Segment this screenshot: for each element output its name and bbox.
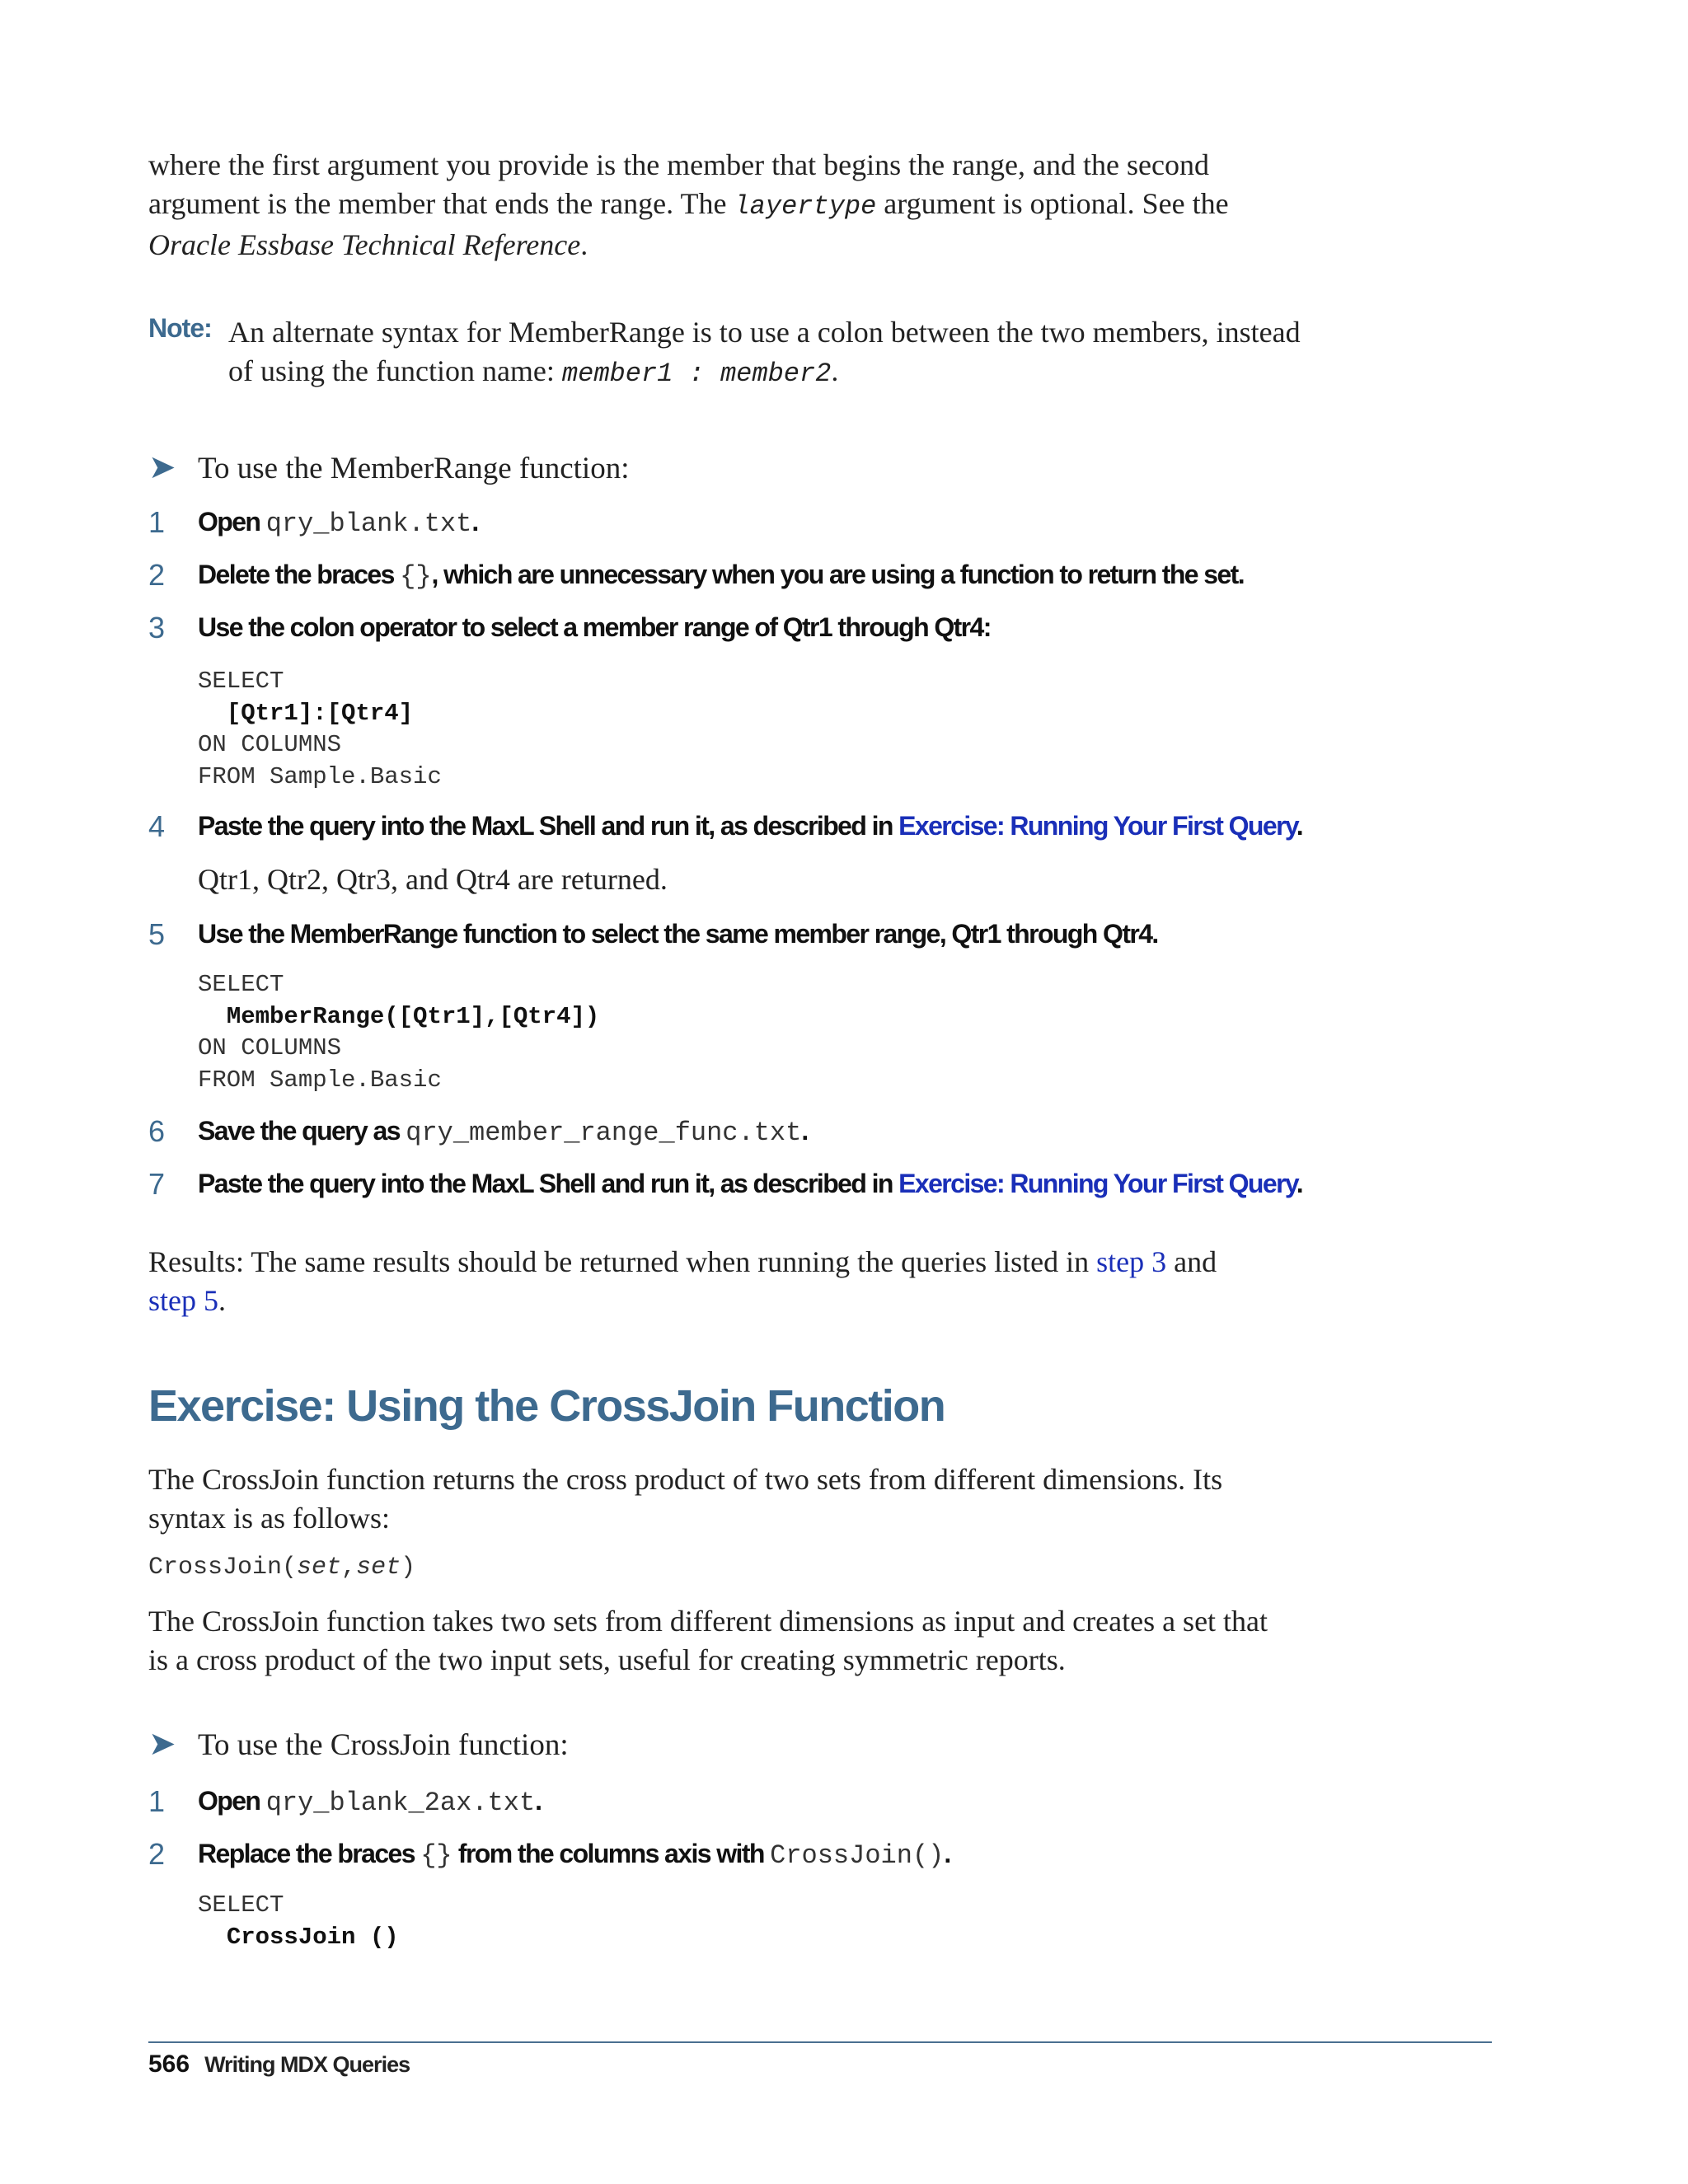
step-4: 4 Paste the query into the MaxL Shell and run it, as described in Exercise: Running Your First Query. <box>148 809 1303 843</box>
step-4-result: Qtr1, Qtr2, Qtr3, and Qtr4 are returned. <box>198 863 668 896</box>
running-first-query-link-2[interactable]: Exercise: Running Your First Query <box>898 1169 1296 1198</box>
footer-title: Writing MDX Queries <box>204 2052 410 2077</box>
page-number: 566 <box>148 2050 190 2078</box>
code-block-memberrange: SELECT MemberRange([Qtr1],[Qtr4]) ON COLUMNS FROM Sample.Basic <box>198 971 600 1094</box>
step-6: 6 Save the query as qry_member_range_func.txt. <box>148 1114 808 1148</box>
step-3-link[interactable]: step 3 <box>1096 1245 1167 1278</box>
task-crossjoin-heading: ➤ To use the CrossJoin function: <box>148 1725 569 1762</box>
note-text: An alternate syntax for MemberRange is to use a colon between the two members, instead of using the function name: member1 : member2. <box>228 316 1301 389</box>
step-5: 5 Use the MemberRange function to select the same member range, Qtr1 through Qtr4. <box>148 917 1158 951</box>
results-paragraph: Results: The same results should be returned when running the queries listed in step 3 and step 5. <box>148 1245 1217 1317</box>
step-5-link[interactable]: step 5 <box>148 1284 218 1317</box>
note-box <box>148 313 1319 393</box>
task-memberrange-heading: ➤ To use the MemberRange function: <box>148 448 630 485</box>
crossjoin-step-2: 2 Replace the braces {} from the columns axis with CrossJoin(). <box>148 1837 950 1871</box>
intro-paragraph <box>148 146 1302 265</box>
step-1: 1 Open qry_blank.txt. <box>148 505 478 539</box>
intro-line-1: where the first argument you provide is the member that begins the range, and the second <box>148 148 1209 181</box>
footer-rule <box>148 2041 1492 2043</box>
crossjoin-intro: The CrossJoin function returns the cross product of two sets from different dimensions. Its syntax is as follows: <box>148 1463 1223 1535</box>
layertype-code: layertype <box>734 191 877 222</box>
crossjoin-description: The CrossJoin function takes two sets from different dimensions as input and creates a set that is a cross product of the two input sets, useful for creating symmetric reports. <box>148 1605 1268 1676</box>
page-footer <box>148 2050 410 2079</box>
task-arrow-icon: ➤ <box>148 448 176 485</box>
intro-line-3: Oracle Essbase Technical Reference. <box>148 228 588 261</box>
intro-line-2: argument is the member that ends the range. The layertype argument is optional. See the <box>148 187 1229 222</box>
crossjoin-step-1: 1 Open qry_blank_2ax.txt. <box>148 1784 542 1818</box>
step-2: 2 Delete the braces {}, which are unnecessary when you are using a function to return the set. <box>148 558 1245 592</box>
technical-reference-title: Oracle Essbase Technical Reference <box>148 228 581 261</box>
code-block-crossjoin: SELECT CrossJoin () <box>198 1891 399 1951</box>
note-label: Note: <box>148 313 212 343</box>
section-heading: Exercise: Using the CrossJoin Function <box>148 1381 945 1431</box>
step-3: 3 Use the colon operator to select a member range of Qtr1 through Qtr4: <box>148 611 991 644</box>
crossjoin-syntax: CrossJoin(set,set) <box>148 1554 416 1582</box>
step-7: 7 Paste the query into the MaxL Shell and run it, as described in Exercise: Running Your First Query. <box>148 1167 1303 1201</box>
note-code: member1 : member2 <box>561 359 832 389</box>
code-block-colon-range: SELECT [Qtr1]:[Qtr4] ON COLUMNS FROM Sample.Basic <box>198 668 442 790</box>
task-arrow-icon: ➤ <box>148 1725 176 1762</box>
running-first-query-link[interactable]: Exercise: Running Your First Query <box>898 811 1296 841</box>
